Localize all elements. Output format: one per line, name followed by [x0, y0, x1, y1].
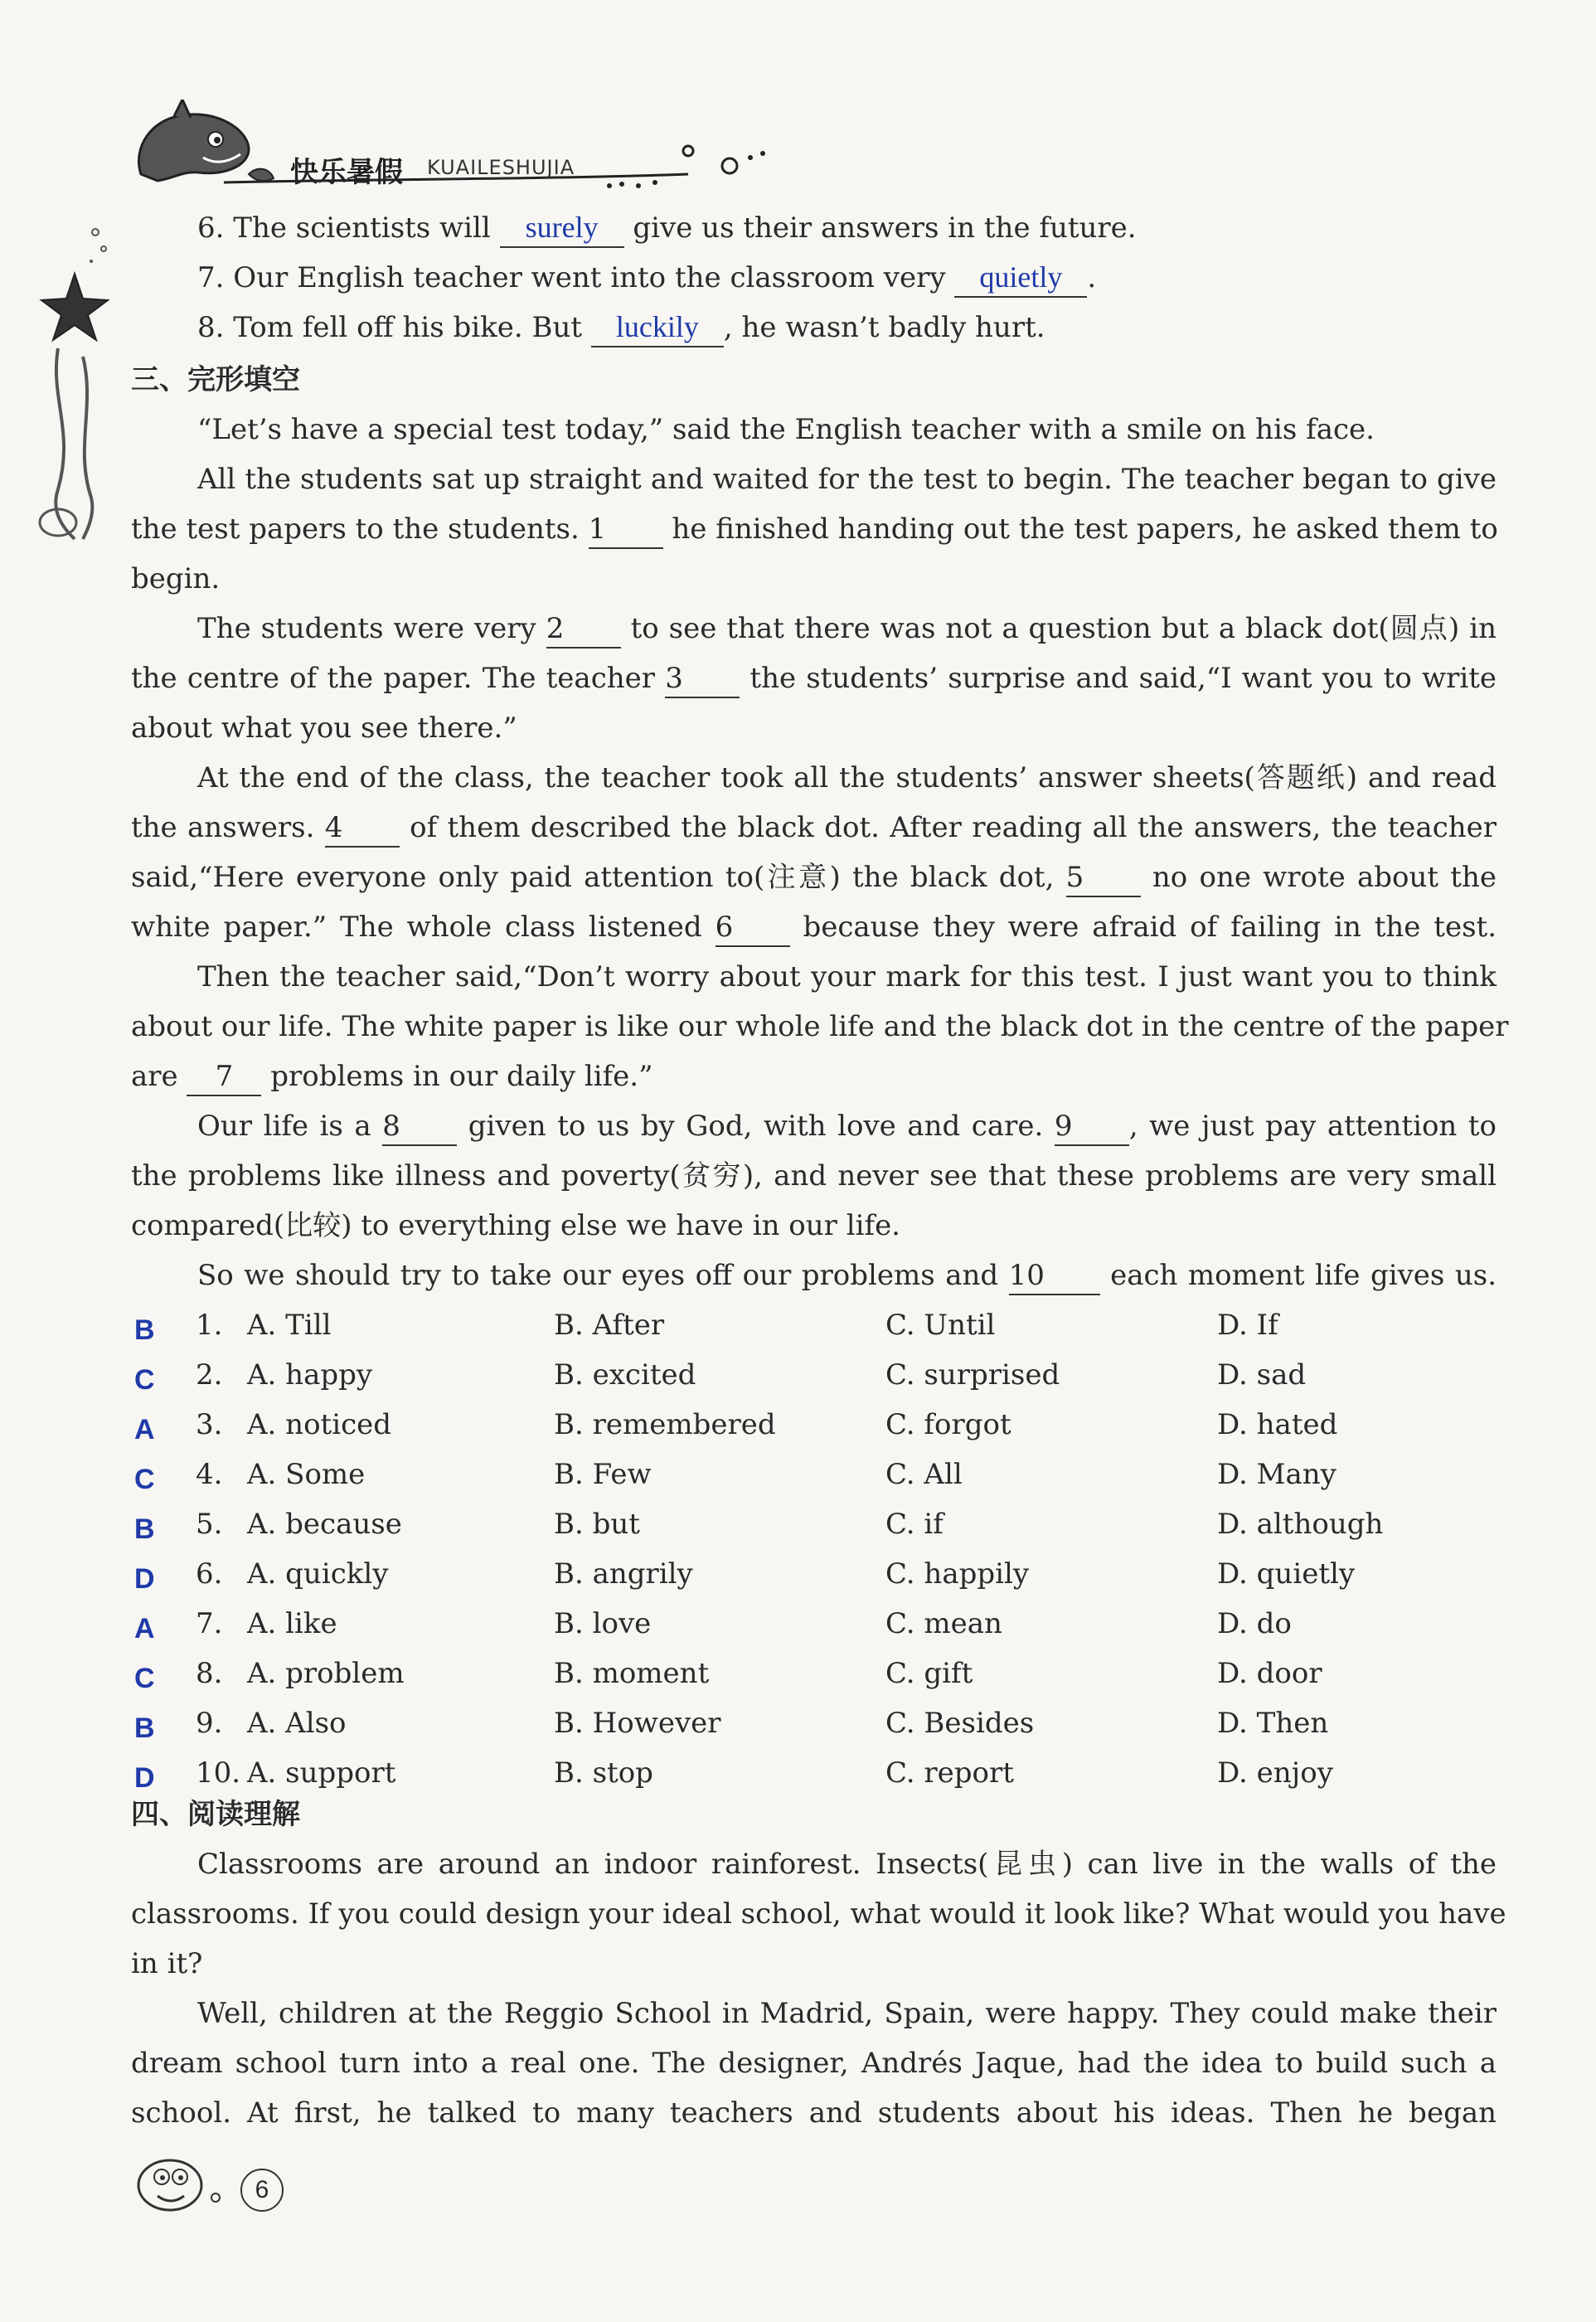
option-d[interactable]: D. do: [1217, 1607, 1292, 1640]
handwritten-answer-letter: C: [134, 1464, 155, 1495]
option-row: [131, 1450, 1540, 1499]
cloze-blank[interactable]: 8: [382, 1108, 457, 1146]
question-number: 6.: [196, 1557, 223, 1591]
passage-line: about our life. The white paper is like our whole life and the black dot in the centre of the paper: [131, 1010, 1509, 1043]
cloze-blank[interactable]: 9: [1055, 1108, 1129, 1146]
option-d[interactable]: D. quietly: [1217, 1557, 1356, 1591]
section-title-reading: 四、阅读理解: [131, 1798, 300, 1831]
option-d[interactable]: D. If: [1217, 1309, 1278, 1342]
option-a[interactable]: A. noticed: [247, 1408, 392, 1441]
question-number: 1.: [196, 1309, 223, 1342]
cloze-blank[interactable]: 6: [716, 909, 790, 947]
option-b[interactable]: B. angrily: [554, 1557, 693, 1591]
handwritten-answer-letter: B: [134, 1712, 155, 1744]
passage-line: “Let’s have a special test today,” said the English teacher with a smile on his face.: [197, 413, 1375, 446]
reading-line: school. At first, he talked to many teachers and students about his ideas. Then he began: [131, 2096, 1497, 2130]
answer-blank[interactable]: [500, 209, 624, 248]
option-d[interactable]: D. hated: [1217, 1408, 1338, 1441]
option-c[interactable]: C. surprised: [885, 1358, 1060, 1392]
passage-line: begin.: [131, 562, 221, 595]
question-number: 8.: [196, 1657, 223, 1690]
option-c[interactable]: C. Until: [885, 1309, 996, 1342]
option-c[interactable]: C. All: [885, 1458, 963, 1491]
question-number: 4.: [196, 1458, 223, 1491]
passage-line: So we should try to take our eyes off our problems and 10 each moment life gives us.: [131, 1251, 1497, 1300]
fill-line-6: [131, 203, 1596, 253]
option-b[interactable]: B. remembered: [554, 1408, 776, 1441]
passage-line: the test papers to the students. 1 he finished handing out the test papers, he asked them to: [131, 504, 1497, 554]
option-row: [131, 1300, 1540, 1350]
header-title: 快乐暑假: [290, 156, 403, 189]
cloze-blank[interactable]: 4: [325, 809, 400, 848]
option-c[interactable]: C. forgot: [885, 1408, 1011, 1441]
section-title-cloze: 三、完形填空: [131, 363, 300, 396]
option-c[interactable]: C. mean: [885, 1607, 1002, 1640]
option-d[interactable]: D. although: [1217, 1508, 1384, 1541]
cloze-blank[interactable]: 7: [187, 1058, 261, 1096]
option-c[interactable]: C. happily: [885, 1557, 1030, 1591]
passage-line: the answers. 4 of them described the black dot. After reading all the answers, the teacher: [131, 803, 1497, 853]
handwritten-answer: surely: [525, 211, 599, 244]
option-b[interactable]: B. However: [554, 1707, 721, 1740]
option-b[interactable]: B. stop: [554, 1756, 653, 1790]
header-subtitle: KUAILESHUJIA: [427, 156, 575, 179]
question-number: 7.: [196, 1607, 223, 1640]
passage-line: The students were very 2 to see that there was not a question but a black dot(圆点) in: [131, 604, 1497, 653]
sentence-text: give us their answers in the future.: [633, 211, 1137, 245]
option-b[interactable]: B. excited: [554, 1358, 696, 1392]
option-row: [131, 1599, 1540, 1649]
question-number: 6.: [197, 211, 225, 245]
passage-line: white paper.” The whole class listened 6 because they were afraid of failing in the test.: [131, 902, 1497, 952]
reading-line: classrooms. If you could design your ideal school, what would it look like? What would you have: [131, 1897, 1506, 1931]
option-row: [131, 1748, 1540, 1798]
option-c[interactable]: C. if: [885, 1508, 944, 1541]
page-header: [124, 100, 788, 191]
fill-line-8: [131, 303, 1596, 352]
option-row: [131, 1698, 1540, 1748]
sentence-text: .: [1087, 261, 1097, 294]
sentence-text: Tom fell off his bike. But: [233, 311, 583, 344]
page-number: 6: [240, 2169, 284, 2212]
option-row: [131, 1649, 1540, 1698]
option-row: [131, 1350, 1540, 1400]
handwritten-answer-letter: C: [134, 1663, 155, 1694]
question-number: 3.: [196, 1408, 223, 1441]
starfish-seaweed-decoration-icon: [25, 216, 124, 547]
option-a[interactable]: A. support: [247, 1756, 396, 1790]
reading-line: dream school turn into a real one. The designer, Andrés Jaque, had the idea to build such a: [131, 2047, 1497, 2080]
cloze-blank[interactable]: 2: [546, 610, 621, 649]
option-d[interactable]: D. door: [1217, 1657, 1322, 1690]
sentence-text: Our English teacher went into the classroom very: [233, 261, 946, 294]
option-row: [131, 1499, 1540, 1549]
sentence-text: , he wasn’t badly hurt.: [723, 311, 1045, 344]
answer-blank[interactable]: [591, 308, 724, 347]
option-a[interactable]: A. Some: [247, 1458, 366, 1491]
passage-line: about what you see there.”: [131, 712, 517, 745]
passage-line: the problems like illness and poverty(贫穷), and never see that these problems are very small: [131, 1159, 1497, 1193]
passage-line: At the end of the class, the teacher took all the students’ answer sheets(答题纸) and read: [197, 761, 1497, 794]
question-number: 7.: [197, 261, 225, 294]
reading-line: Classrooms are around an indoor rainforest. Insects(昆虫) can live in the walls of the: [197, 1848, 1497, 1881]
passage-line: Then the teacher said,“Don’t worry about your mark for this test. I just want you to think: [197, 960, 1497, 993]
passage-line: are 7 problems in our daily life.”: [131, 1052, 1596, 1101]
option-a[interactable]: A. Till: [247, 1309, 332, 1342]
option-b[interactable]: B. moment: [554, 1657, 710, 1690]
handwritten-answer-letter: D: [134, 1762, 155, 1794]
passage-line: the centre of the paper. The teacher 3 the students’ surprise and said,“I want you to write: [131, 653, 1497, 703]
handwritten-answer-letter: C: [134, 1364, 155, 1396]
option-row: [131, 1549, 1540, 1599]
handwritten-answer: luckily: [615, 310, 699, 343]
question-number: 8.: [197, 311, 225, 344]
fish-footer-icon: [133, 2148, 224, 2222]
option-a[interactable]: A. Also: [247, 1707, 347, 1740]
option-d[interactable]: D. Then: [1217, 1707, 1329, 1740]
handwritten-answer-letter: D: [134, 1563, 155, 1595]
option-c[interactable]: C. Besides: [885, 1707, 1035, 1740]
cloze-blank[interactable]: 5: [1066, 859, 1141, 897]
option-b[interactable]: B. love: [554, 1607, 652, 1640]
option-d[interactable]: D. enjoy: [1217, 1756, 1333, 1790]
handwritten-answer-letter: A: [134, 1414, 155, 1445]
option-b[interactable]: B. After: [554, 1309, 665, 1342]
handwritten-answer-letter: A: [134, 1613, 155, 1644]
sentence-text: The scientists will: [233, 211, 491, 245]
question-number: 5.: [196, 1508, 223, 1541]
handwritten-answer-letter: B: [134, 1314, 155, 1346]
reading-line: in it?: [131, 1947, 203, 1980]
passage-line: Our life is a 8 given to us by God, with love and care. 9 , we just pay attention to: [131, 1101, 1497, 1151]
cloze-blank[interactable]: 3: [665, 660, 740, 698]
reading-line: Well, children at the Reggio School in Madrid, Spain, were happy. They could make their: [197, 1997, 1497, 2030]
question-number: 2.: [196, 1358, 223, 1392]
question-number: 10.: [196, 1756, 241, 1790]
option-a[interactable]: A. quickly: [247, 1557, 389, 1591]
handwritten-answer-letter: B: [134, 1513, 155, 1545]
cloze-blank[interactable]: 1: [589, 511, 663, 549]
passage-line: said,“Here everyone only paid attention to(注意) the black dot, 5 no one wrote about the: [131, 853, 1497, 902]
option-a[interactable]: A. like: [247, 1607, 337, 1640]
answer-blank[interactable]: [954, 259, 1087, 298]
question-number: 9.: [196, 1707, 223, 1740]
option-c[interactable]: C. gift: [885, 1657, 973, 1690]
option-a[interactable]: A. problem: [247, 1657, 405, 1690]
option-c[interactable]: C. report: [885, 1756, 1014, 1790]
passage-line: compared(比较) to everything else we have in our life.: [131, 1209, 900, 1242]
option-d[interactable]: D. Many: [1217, 1458, 1336, 1491]
option-a[interactable]: A. happy: [247, 1358, 373, 1392]
option-d[interactable]: D. sad: [1217, 1358, 1307, 1392]
passage-line: All the students sat up straight and waited for the test to begin. The teacher began to give: [197, 463, 1497, 496]
option-row: [131, 1400, 1540, 1450]
option-b[interactable]: B. but: [554, 1508, 640, 1541]
option-b[interactable]: B. Few: [554, 1458, 652, 1491]
option-a[interactable]: A. because: [247, 1508, 402, 1541]
cloze-blank[interactable]: 10: [1009, 1257, 1100, 1295]
fill-line-7: [131, 253, 1596, 303]
handwritten-answer: quietly: [979, 260, 1063, 294]
